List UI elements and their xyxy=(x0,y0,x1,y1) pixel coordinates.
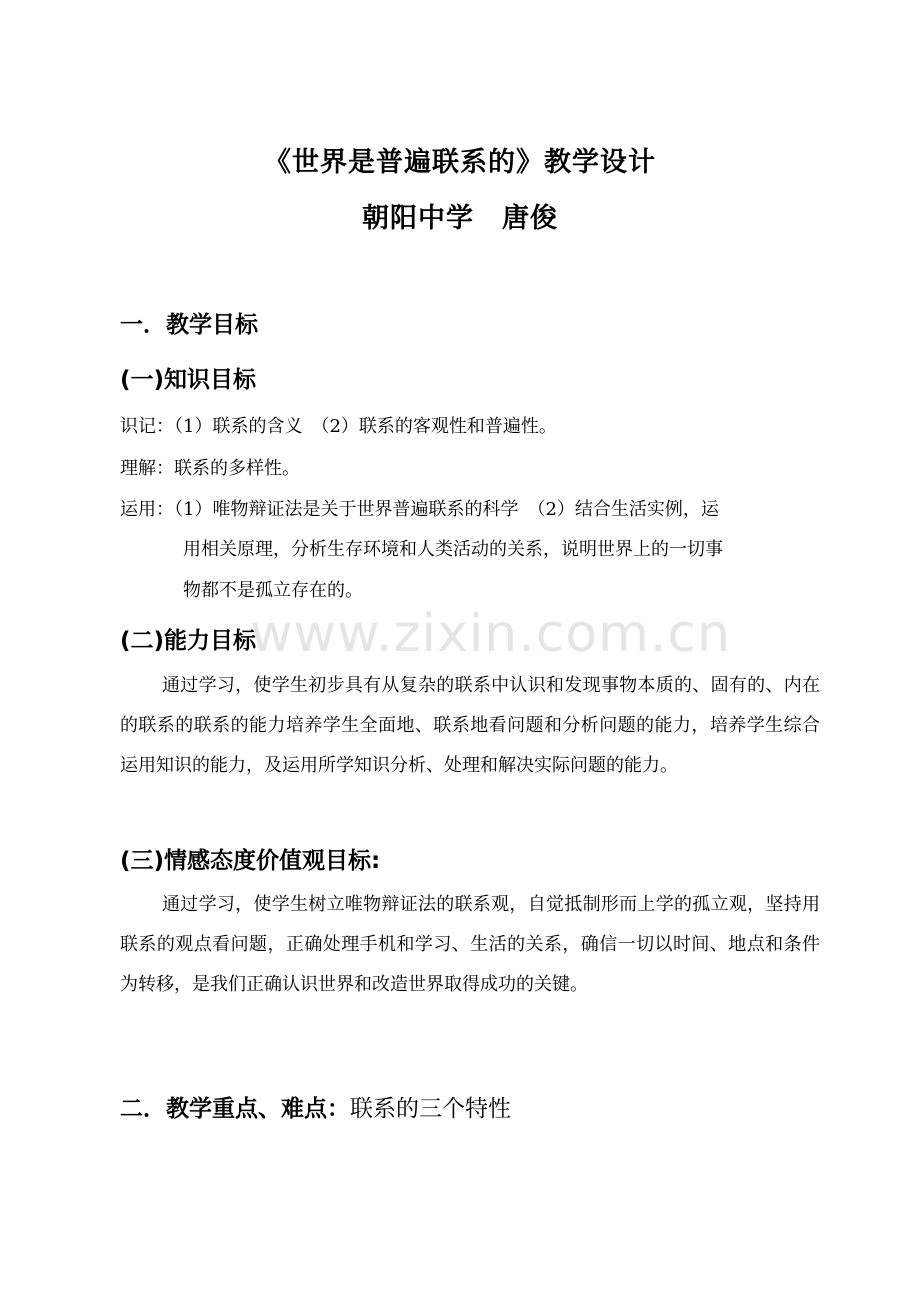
ability-heading: (二)能力目标 xyxy=(120,628,257,654)
section2-heading-label: 二．教学重点、难点： xyxy=(120,1096,350,1122)
document-title: 《世界是普遍联系的》教学设计 xyxy=(264,147,656,178)
section2-heading xyxy=(120,1090,511,1123)
section1-heading: 一．教学目标 xyxy=(120,312,258,338)
emotion-heading: (三)情感态度价值观目标: xyxy=(120,848,381,874)
knowledge-apply-line2: 用相关原理，分析生存环境和人类活动的关系，说明世界上的一切事 xyxy=(183,539,723,560)
watermark: www.zixin.com.cn xyxy=(250,604,731,664)
section2-content: 联系的三个特性 xyxy=(350,1096,511,1122)
emotion-paragraph: 通过学习，使学生树立唯物辩证法的联系观，自觉抵制形而上学的孤立观，坚持用联系的观点看问题，正确处理手机和学习、生活的关系，确信一切以时间、地点和条件为转移，是我们正确认识世界和改造世界取得成功的关键。 xyxy=(120,894,820,995)
knowledge-heading: (一)知识目标 xyxy=(120,367,257,393)
knowledge-recall: 识记：（1）联系的含义 （2）联系的客观性和普遍性。 xyxy=(120,416,557,437)
knowledge-understand: 理解：联系的多样性。 xyxy=(120,458,300,479)
document-author: 朝阳中学 唐俊 xyxy=(362,203,558,234)
ability-paragraph: 通过学习，使学生初步具有从复杂的联系中认识和发现事物本质的、固有的、内在的联系的联系的能力培养学生全面地、联系地看问题和分析问题的能力，培养学生综合运用知识的能力，及运用所学知识分析、处理和解决实际问题的能力。 xyxy=(120,675,820,776)
knowledge-apply-line1: 运用：（1）唯物辩证法是关于世界普遍联系的科学 （2）结合生活实例，运 xyxy=(120,499,719,520)
knowledge-apply-line3: 物都不是孤立存在的。 xyxy=(183,580,363,601)
